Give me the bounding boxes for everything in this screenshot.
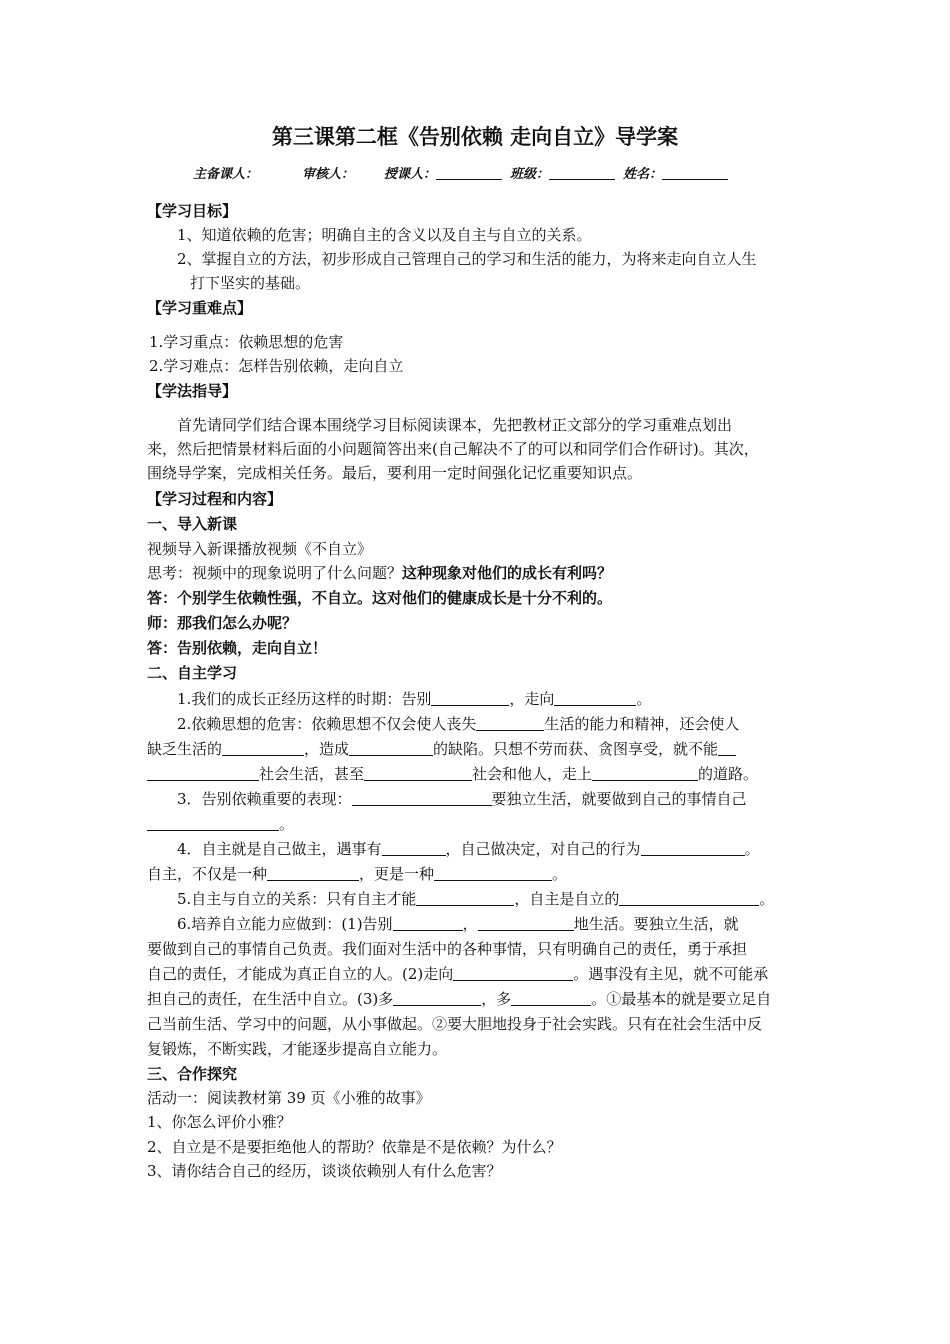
meta-line xyxy=(193,164,728,185)
teacher-blank[interactable] xyxy=(436,164,502,180)
blank-2c[interactable] xyxy=(349,740,433,756)
blank-6d[interactable] xyxy=(393,990,481,1006)
teacher-label: 授课人： xyxy=(384,167,437,182)
section-1-heading: 一、导入新课 xyxy=(147,515,238,533)
answer-1: 答：个别学生依赖性强，不自立。这对他们的健康成长是十分不利的。 xyxy=(147,589,613,607)
fill-item-6-line-6: 复锻炼，不断实践，才能逐步提高自立能力。 xyxy=(147,1040,448,1058)
preparer-label: 主备课人： xyxy=(193,167,259,182)
document-title: 第三课第二框《告别依赖 走向自立》导学案 xyxy=(271,125,679,149)
blank-4b[interactable] xyxy=(641,840,745,856)
class-blank[interactable] xyxy=(549,164,615,180)
fill-item-6-line-4: 担自己的责任，在生活中自立。(3)多 ，多 。①最基本的就是要立足自 xyxy=(147,990,772,1008)
fill-item-4-line-1: 4．自主就是自己做主，遇事有 ，自己做决定，对自己的行为 。 xyxy=(177,840,760,858)
fill-item-6-line-3: 自己的责任，才能成为真正自立的人。(2)走向 。遇事没有主见，就不可能承 xyxy=(147,965,769,983)
fill-item-5: 5.自主与自立的关系：只有自主才能 ，自主是自立的 。 xyxy=(177,890,775,908)
keypoints-heading: 【学习重难点】 xyxy=(147,299,253,317)
goal-item-2a: 2、掌握自立的方法，初步形成自己管理自己的学习和生活的能力，为将来走向自立人生 xyxy=(177,250,757,268)
keypoint-2: 2.学习难点：怎样告别依赖，走向自立 xyxy=(149,357,404,375)
think-question-bold: 这种现象对他们的成长有利吗？ xyxy=(402,564,613,582)
activity-1: 活动一：阅读教材第 39 页《小雅的故事》 xyxy=(147,1089,431,1107)
fill-item-2-line-3: 社会生活，甚至 社会和他人，走上 的道路。 xyxy=(147,763,758,785)
fill-item-2-line-2: 缺乏生活的 ，造成 的缺陷。只想不劳而获、贪图享受，就不能 xyxy=(147,738,736,760)
name-blank[interactable] xyxy=(662,164,728,180)
blank-3b[interactable] xyxy=(147,815,279,831)
keypoint-1: 1.学习重点：依赖思想的危害 xyxy=(149,333,344,351)
reviewer-label: 审核人： xyxy=(302,167,355,182)
blank-6b[interactable] xyxy=(478,915,574,931)
blank-4a[interactable] xyxy=(382,840,446,856)
blank-4c[interactable] xyxy=(267,865,359,881)
activity-question-2: 2、自立是不是要拒绝他人的帮助？依靠是不是依赖？为什么？ xyxy=(147,1138,562,1156)
answer-2: 答：告别依赖，走向自立！ xyxy=(147,639,328,657)
blank-2e[interactable] xyxy=(147,765,259,781)
blank-3a[interactable] xyxy=(352,790,492,806)
fill-item-6-line-2: 要做到自己的事情自己负责。我们面对生活中的各种事情，只有明确自己的责任，勇于承担 xyxy=(147,940,748,958)
fill-item-1: 1.我们的成长正经历这样的时期：告别 ，走向 。 xyxy=(177,690,652,708)
method-line-3: 围绕导学案，完成相关任务。最后，要利用一定时间强化记忆重要知识点。 xyxy=(147,464,643,482)
blank-2d[interactable] xyxy=(718,740,736,756)
blank-6a[interactable] xyxy=(393,915,463,931)
method-line-1: 首先请同学们结合课本围绕学习目标阅读课本，先把教材正文部分的学习重难点划出 xyxy=(177,416,733,434)
teacher-question: 师：那我们怎么办呢？ xyxy=(147,614,298,632)
think-question-prefix: 思考：视频中的现象说明了什么问题？ xyxy=(147,564,403,582)
class-label: 班级： xyxy=(510,167,550,182)
fill-item-3-line-2: 。 xyxy=(147,813,294,835)
fill-item-2-line-1: 2.依赖思想的危害：依赖思想不仅会使人丧失 生活的能力和精神，还会使人 xyxy=(177,715,740,733)
blank-2b[interactable] xyxy=(222,740,304,756)
section-2-heading: 二、自主学习 xyxy=(147,664,238,682)
goals-heading: 【学习目标】 xyxy=(147,202,238,220)
blank-5a[interactable] xyxy=(416,890,514,906)
goal-item-2b: 打下坚实的基础。 xyxy=(190,274,311,292)
blank-6e[interactable] xyxy=(511,990,591,1006)
blank-5b[interactable] xyxy=(619,890,759,906)
video-line: 视频导入新课播放视频《不自立》 xyxy=(147,540,373,558)
fill-item-4-line-2: 自主，不仅是一种 ，更是一种 。 xyxy=(147,865,568,883)
process-heading: 【学习过程和内容】 xyxy=(147,490,283,508)
fill-item-6-line-1: 6.培养自立能力应做到：(1)告别 ， 地生活。要独立生活，就 xyxy=(177,915,739,933)
blank-1b[interactable] xyxy=(554,690,636,706)
method-heading: 【学法指导】 xyxy=(147,382,238,400)
goal-item-1: 1、知道依赖的危害；明确自主的含义以及自主与自立的关系。 xyxy=(177,226,592,244)
blank-4d[interactable] xyxy=(434,865,552,881)
blank-2g[interactable] xyxy=(592,765,698,781)
fill-item-3-line-1: 3．告别依赖重要的表现： 要独立生活，就要做到自己的事情自己 xyxy=(177,790,747,808)
blank-2a[interactable] xyxy=(476,715,544,731)
activity-question-3: 3、请你结合自己的经历，谈谈依赖别人有什么危害？ xyxy=(147,1162,502,1180)
method-line-2: 来，然后把情景材料后面的小问题简答出来(自己解决不了的可以和同学们合作研讨)。其次， xyxy=(147,440,759,458)
fill-item-6-line-5: 己当前生活、学习中的问题，从小事做起。②要大胆地投身于社会实践。只有在社会生活中反 xyxy=(147,1015,763,1033)
section-3-heading: 三、合作探究 xyxy=(147,1065,238,1083)
activity-question-1: 1、你怎么评价小雅？ xyxy=(147,1113,292,1131)
blank-2f[interactable] xyxy=(364,765,472,781)
think-question xyxy=(147,562,612,584)
blank-1a[interactable] xyxy=(431,690,509,706)
name-label: 姓名： xyxy=(623,167,663,182)
blank-6c[interactable] xyxy=(453,965,573,981)
